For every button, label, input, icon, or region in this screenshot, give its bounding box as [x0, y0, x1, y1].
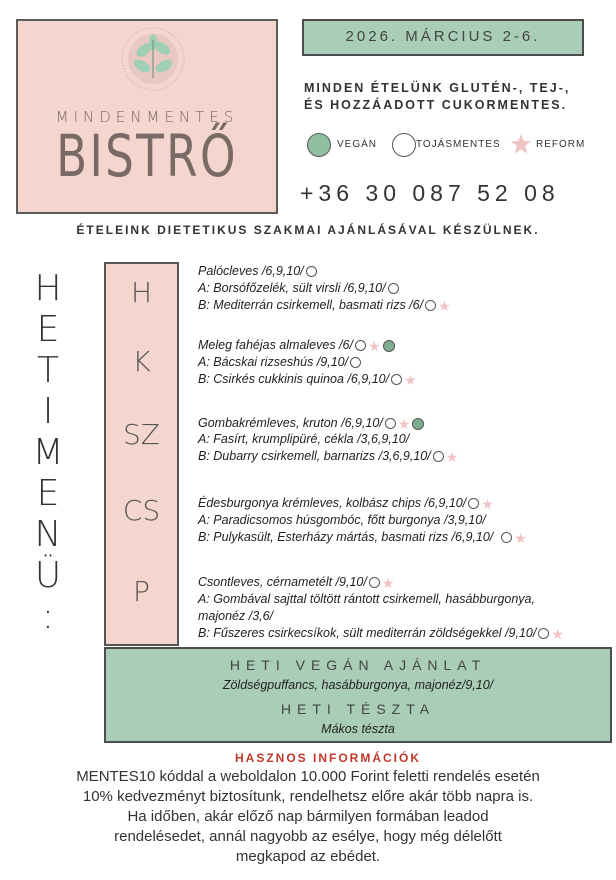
egg-free-icon: [391, 374, 402, 385]
wednesday-b: [198, 449, 458, 463]
friday-soup-text: Csontleves, cérnametélt /9,10/: [198, 575, 367, 589]
monday-soup: [198, 264, 317, 278]
friday-a-line-2: majonéz /3,6/: [198, 609, 274, 623]
brand-name: BISTRŐ: [56, 122, 238, 190]
egg-free-icon: [468, 498, 479, 509]
useful-info-body: [30, 767, 586, 867]
friday-b-text: B: Fűszeres csirkecsíkok, sült mediterrán zöldségekkel /9,10/: [198, 626, 537, 640]
reform-star-icon: ★: [367, 337, 381, 354]
pasta-dish: Mákos tészta: [321, 722, 395, 736]
tuesday-soup-text: Meleg fahéjas almaleves /6/: [198, 338, 353, 352]
wednesday-b-text: B: Dubarry csirkemell, barnarizs /3,6,9,10/: [198, 449, 431, 463]
egg-free-icon: [425, 300, 436, 311]
egg-free-icon: [350, 357, 361, 368]
weekly-title-letter: E: [36, 473, 60, 514]
egg-free-icon: [433, 451, 444, 462]
vegan-leaf-icon: [307, 133, 331, 157]
egg-free-icon: [306, 266, 317, 277]
weekly-title-letter: :: [41, 596, 55, 637]
tuesday-b-text: B: Csirkés cukkinis quinoa /6,9,10/: [198, 372, 390, 386]
day-cs: CS: [122, 494, 161, 527]
friday-soup: [198, 575, 394, 589]
friday-b: [198, 626, 564, 640]
weekly-menu-title: [28, 268, 68, 718]
vegan-leaf-icon: [383, 340, 395, 352]
day-k: K: [132, 345, 151, 378]
friday-a-line-1: A: Gombával sajttal töltött rántott csirkemell, hasábburgonya,: [198, 592, 535, 606]
tuesday-a-text: A: Bácskai rizseshús /9,10/: [198, 355, 349, 369]
pasta-title: HETI TÉSZTA: [280, 701, 436, 717]
tagline-line-2: ÉS HOZZÁADOTT CUKORMENTES.: [304, 98, 568, 112]
monday-a: [198, 281, 399, 295]
weekly-title-letter: Ü: [34, 555, 62, 596]
egg-free-icon: [501, 532, 512, 543]
reform-star-icon: ★: [404, 371, 417, 388]
reform-star-icon: ★: [445, 448, 459, 465]
thursday-b-text: B: Pulykasült, Esterházy mártás, basmati rizs /6,9,10/: [198, 530, 494, 544]
reform-star-icon: ★: [397, 415, 411, 432]
monday-soup-text: Palócleves /6,9,10/: [198, 264, 304, 278]
useful-line: 10% kedvezményt biztosítunk, rendelhetsz előre akár több napra is.: [82, 788, 534, 805]
useful-line: Ha időben, akár előző nap bármilyen formában leadod: [127, 808, 489, 825]
egg-free-icon: [385, 418, 396, 429]
monday-a-text: A: Borsófőzelék, sült virsli /6,9,10/: [198, 281, 386, 295]
egg-free-icon: [538, 628, 549, 639]
weekly-title-letter: N: [34, 514, 62, 555]
useful-info-title: HASZNOS INFORMÁCIÓK: [235, 751, 421, 765]
thursday-a-text: A: Paradicsomos húsgombóc, főtt burgonya /3,9,10/: [198, 513, 486, 527]
weekly-title-letter: M: [32, 432, 64, 473]
reform-star-icon: [510, 133, 532, 155]
egg-free-icon: [388, 283, 399, 294]
reform-star-icon: ★: [438, 297, 451, 314]
thursday-b: [198, 530, 527, 544]
reform-star-icon: ★: [381, 574, 395, 591]
reform-star-icon: ★: [514, 529, 527, 546]
phone-number[interactable]: +36 30 087 52 08: [300, 180, 560, 206]
vegan-offer-title: HETI VEGÁN AJÁNLAT: [229, 657, 487, 673]
tuesday-a: [198, 355, 361, 369]
wednesday-soup: [198, 416, 424, 430]
useful-line: MENTES10 kóddal a weboldalon 10.000 Forint feletti rendelés esetén: [76, 768, 540, 785]
weekly-title-letter: T: [37, 350, 59, 391]
weekly-title-letter: I: [42, 391, 54, 432]
egg-free-icon: [369, 577, 380, 588]
wednesday-a-text: A: Fasírt, krumplipüré, cékla /3,6,9,10/: [198, 432, 410, 446]
thursday-a: [198, 513, 486, 527]
egg-free-icon: [355, 340, 366, 351]
tagline-line-1: MINDEN ÉTELÜNK GLUTÉN-, TEJ-,: [304, 81, 571, 95]
useful-line: rendelésedet, annál nagyobb az esélye, hogy még délelőtt: [114, 828, 502, 845]
thursday-soup: [198, 496, 494, 510]
reform-star-icon: ★: [481, 495, 494, 512]
egg-free-icon: [392, 133, 416, 157]
vegan-leaf-icon: [412, 418, 424, 430]
menu-date: 2026. MÁRCIUS 2-6.: [345, 28, 541, 45]
useful-line: megkapod az ebédet.: [235, 848, 381, 865]
tuesday-b: [198, 372, 417, 386]
legend-egg-label: TOJÁSMENTES: [416, 139, 501, 150]
legend-reform-label: REFORM: [536, 139, 586, 150]
legend-vegan-label: VEGÁN: [337, 139, 378, 150]
tagline: [304, 80, 604, 114]
brand-subtitle: MINDENMENTES: [55, 108, 239, 126]
monday-b: [198, 298, 451, 312]
monday-b-text: B: Mediterrán csirkemell, basmati rizs /6/: [198, 298, 424, 312]
wednesday-soup-text: Gombakrémleves, kruton /6,9,10/: [198, 416, 383, 430]
leaf-wreath-logo: [120, 26, 186, 92]
tuesday-soup: [198, 338, 395, 352]
weekly-title-letter: H: [34, 268, 62, 309]
thursday-soup-text: Édesburgonya krémleves, kolbász chips /6,9,10/: [198, 496, 467, 510]
wednesday-a: [198, 432, 409, 446]
dietetic-note: ÉTELEINK DIETETIKUS SZAKMAI AJÁNLÁSÁVAL KÉSZÜLNEK.: [76, 223, 540, 237]
day-p: P: [133, 575, 150, 608]
vegan-offer-dish: Zöldségpuffancs, hasábburgonya, majonéz/9,10/: [222, 678, 494, 692]
weekly-title-letter: E: [36, 309, 60, 350]
day-h: H: [130, 276, 153, 309]
reform-star-icon: ★: [551, 625, 564, 642]
day-sz: SZ: [123, 418, 160, 451]
